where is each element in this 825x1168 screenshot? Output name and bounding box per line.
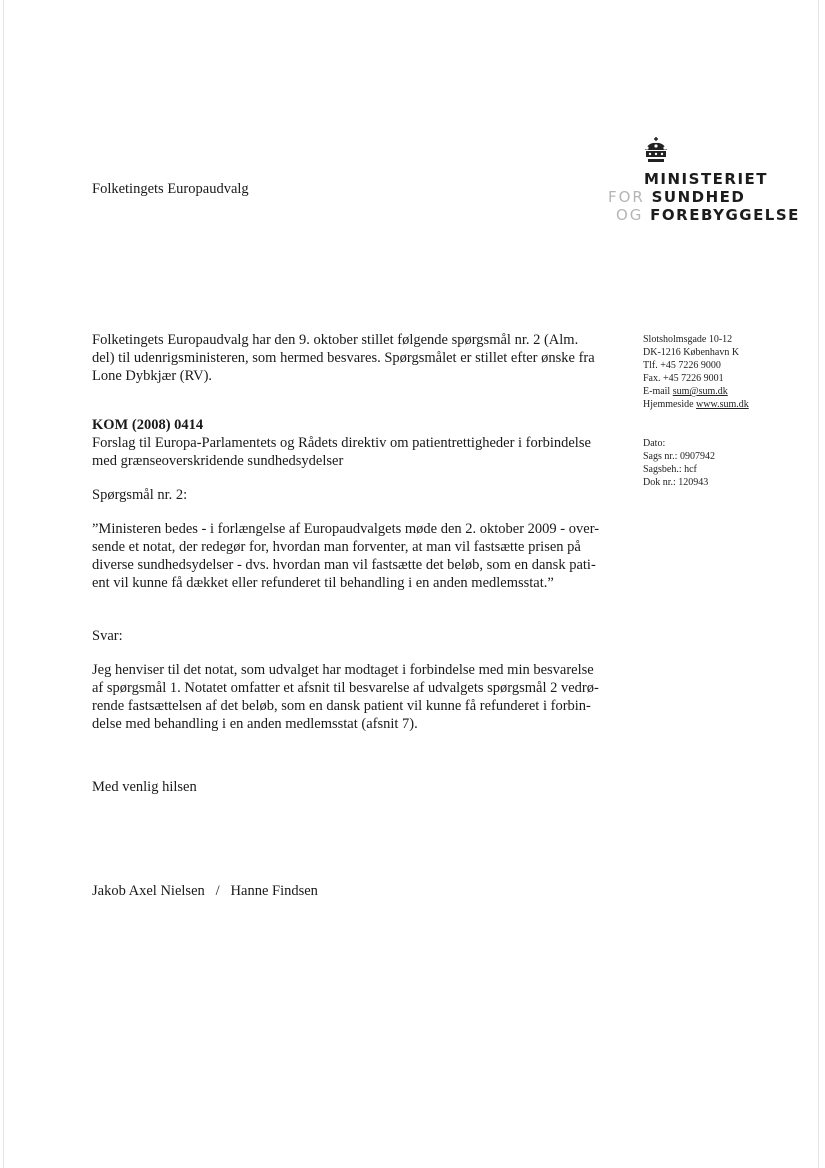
crown-icon xyxy=(641,136,671,166)
scan-edge-left xyxy=(3,0,4,1168)
web-link[interactable]: www.sum.dk xyxy=(696,399,749,410)
web-row: Hjemmeside www.sum.dk xyxy=(643,399,749,410)
document-number: Dok nr.: 120943 xyxy=(643,477,709,488)
email-row: E-mail sum@sum.dk xyxy=(643,386,728,397)
contact-block xyxy=(643,333,813,411)
answer-line: rende fastsættelsen af det beløb, som en dansk patient vil kunne få refunderet i forbin- xyxy=(92,698,591,714)
email-link[interactable]: sum@sum.dk xyxy=(672,386,728,397)
question-line: ”Ministeren bedes - i forlængelse af Europaudvalgets møde den 2. oktober 2009 - over- xyxy=(92,521,600,537)
question-label: Spørgsmål nr. 2: xyxy=(92,487,188,503)
kom-desc-line: Forslag til Europa-Parlamentets og Rådets direktiv om patientrettigheder i forbindelse xyxy=(92,435,591,451)
phone: Tlf. +45 7226 9000 xyxy=(643,360,721,371)
date-label: Dato: xyxy=(643,438,666,449)
question-line: ent vil kunne få dækket eller refunderet til behandling i en anden medlemsstat.” xyxy=(92,575,554,591)
question-line: sende et notat, der redegør for, hvordan man forventer, at man vil fastsætte prisen på xyxy=(92,539,581,555)
logo-line-forebyggelse: OG FOREBYGGELSE xyxy=(616,206,800,224)
case-number: Sags nr.: 0907942 xyxy=(643,451,715,462)
kom-description xyxy=(92,434,622,470)
answer-line: af spørgsmål 1. Notatet omfatter et afsnit til besvarelse af udvalgets spørgsmål 2 vedrø- xyxy=(92,680,599,696)
kom-title: KOM (2008) 0414 xyxy=(92,417,204,433)
recipient: Folketingets Europaudvalg xyxy=(92,181,249,197)
address-line-2: DK-1216 København K xyxy=(643,347,740,358)
answer-label: Svar: xyxy=(92,628,123,644)
answer-text xyxy=(92,661,622,733)
logo-line-ministeriet: MINISTERIET xyxy=(644,170,769,188)
logo-line-sundhed: FOR SUNDHED xyxy=(608,188,746,206)
question-line: diverse sundhedsydelser - dvs. hvordan man vil fastsætte det beløb, som en dansk pati- xyxy=(92,557,596,573)
signature: Jakob Axel Nielsen / Hanne Findsen xyxy=(92,883,318,899)
intro-line: Lone Dybkjær (RV). xyxy=(92,368,213,384)
fax: Fax. +45 7226 9001 xyxy=(643,373,724,384)
case-meta xyxy=(643,437,813,489)
answer-line: delse med behandling i en anden medlemsstat (afsnit 7). xyxy=(92,716,418,732)
question-text xyxy=(92,520,622,592)
address-line-1: Slotsholmsgade 10-12 xyxy=(643,334,733,345)
answer-line: Jeg henviser til det notat, som udvalget har modtaget i forbindelse med min besvarelse xyxy=(92,662,594,678)
case-handler: Sagsbeh.: hcf xyxy=(643,464,697,475)
closing-greeting: Med venlig hilsen xyxy=(92,779,197,795)
intro-paragraph xyxy=(92,331,622,385)
intro-line: Folketingets Europaudvalg har den 9. oktober stillet følgende spørgsmål nr. 2 (Alm. xyxy=(92,332,579,348)
scan-edge-right xyxy=(818,0,819,1168)
kom-desc-line: med grænseoverskridende sundhedsydelser xyxy=(92,453,344,469)
ministry-logo xyxy=(600,136,800,231)
intro-line: del) til udenrigsministeren, som hermed besvares. Spørgsmålet er stillet efter ønske fra xyxy=(92,350,595,366)
